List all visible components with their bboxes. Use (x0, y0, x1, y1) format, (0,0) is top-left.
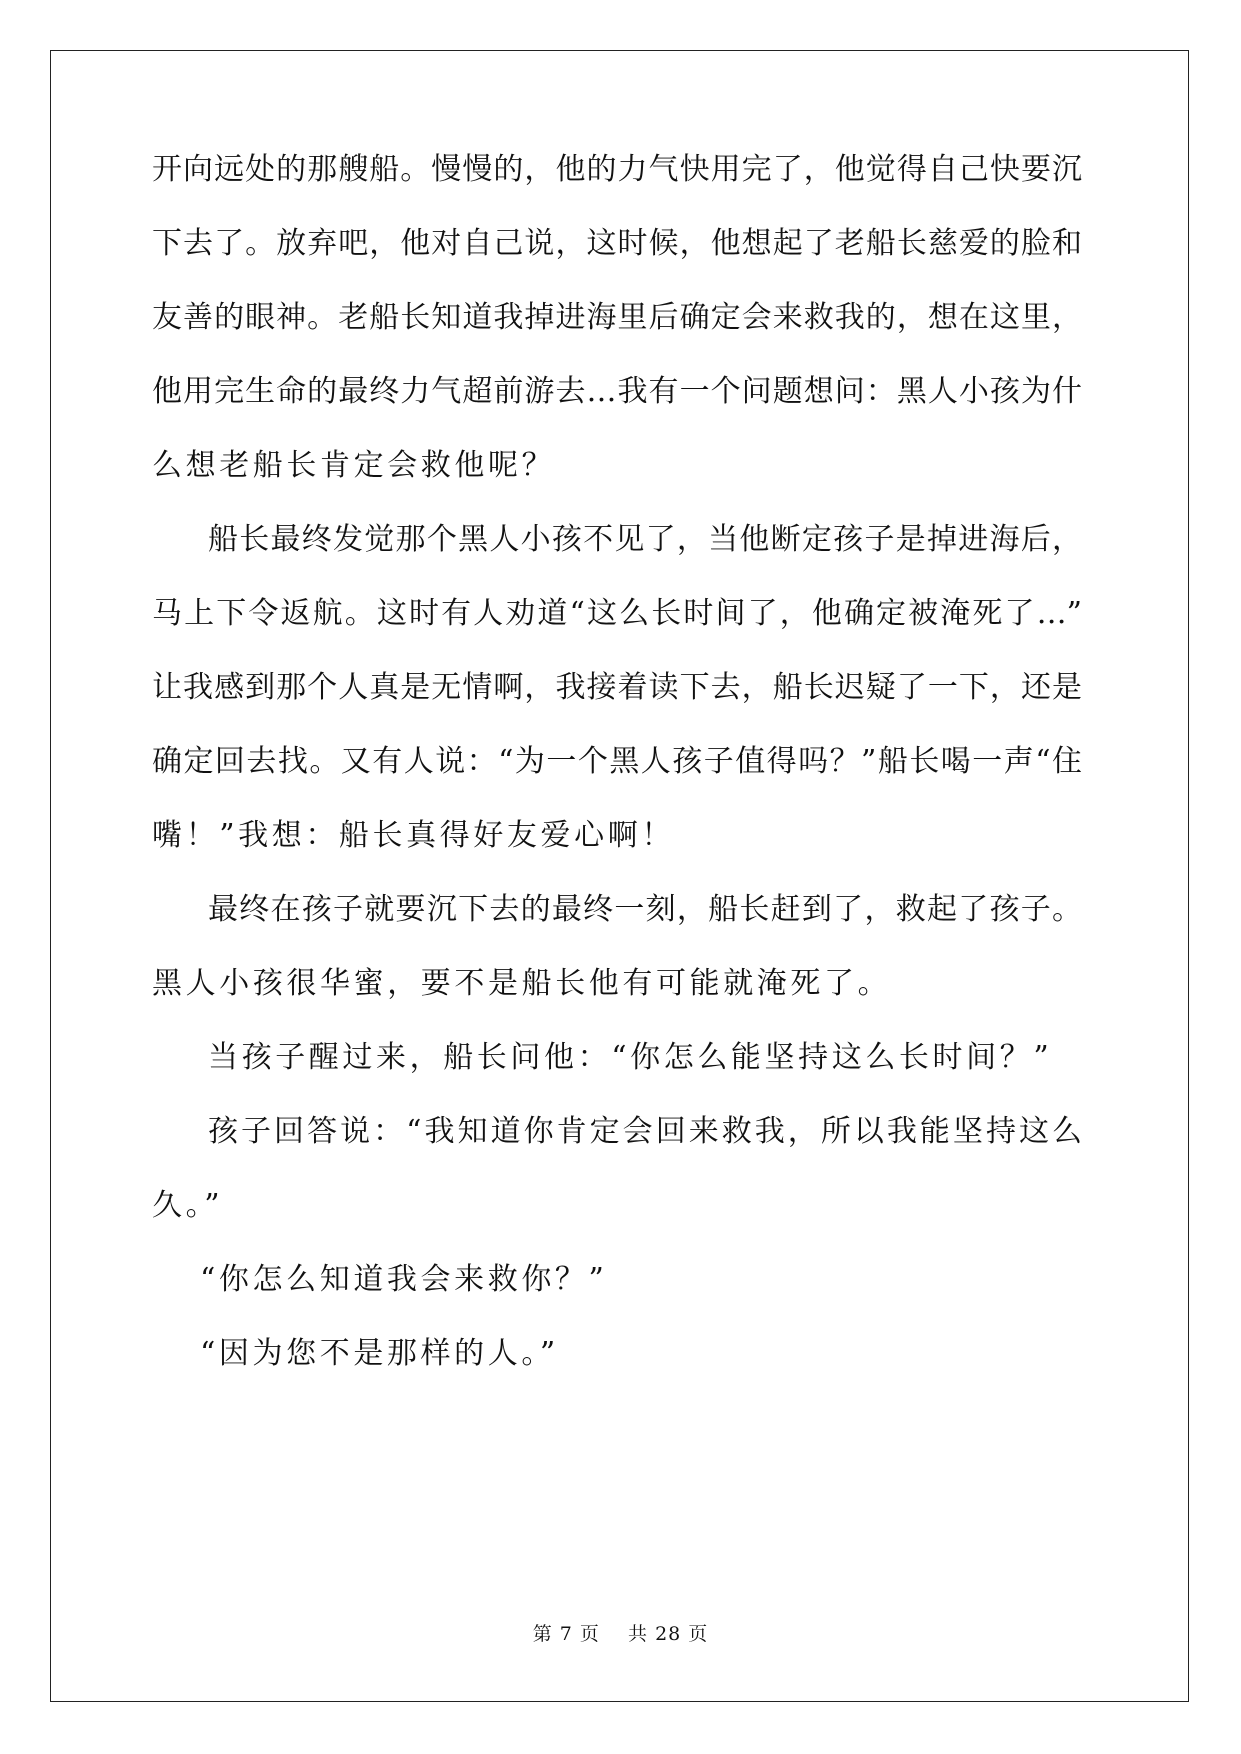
text-line: 他用完生命的最终力气超前游去…我有一个问题想问：黑人小孩为什 (152, 374, 1082, 409)
text-line: 开向远处的那艘船。慢慢的，他的力气快用完了，他觉得自己快要沉 (152, 152, 1082, 187)
text-line: 马上下令返航。这时有人劝道“这么长时间了，他确定被淹死了…” (152, 596, 1082, 631)
text-line: 嘴！”我想：船长真得好友爱心啊！ (152, 818, 675, 853)
text-line: 久。” (152, 1188, 224, 1223)
footer-spacer (600, 1623, 628, 1645)
text-line: 么想老船长肯定会救他呢？ (152, 448, 556, 483)
text-line: 下去了。放弃吧，他对自己说，这时候，他想起了老船长慈爱的脸和 (152, 226, 1082, 261)
paragraph-first-line: “因为您不是那样的人。” (200, 1336, 559, 1371)
text-line: 确定回去找。又有人说：“为一个黑人孩子值得吗？”船长喝一声“住 (152, 744, 1082, 779)
paragraph-first-line: 最终在孩子就要沉下去的最终一刻，船长赶到了，救起了孩子。 (208, 892, 1082, 927)
paragraph-first-line: 孩子回答说：“我知道你肯定会回来救我，所以我能坚持这么 (208, 1114, 1082, 1149)
page-number: 第 7 页 (532, 1623, 600, 1645)
text-line: 黑人小孩很华蜜，要不是船长他有可能就淹死了。 (152, 966, 892, 1001)
total-pages: 共 28 页 (628, 1623, 709, 1645)
paragraph-first-line: 当孩子醒过来，船长问他：“你怎么能坚持这么长时间？” (208, 1040, 1053, 1075)
text-line: 友善的眼神。老船长知道我掉进海里后确定会来救我的，想在这里， (152, 300, 1082, 335)
page-footer (0, 1622, 1241, 1646)
paragraph-first-line: “你怎么知道我会来救你？” (200, 1262, 608, 1297)
paragraph-first-line: 船长最终发觉那个黑人小孩不见了，当他断定孩子是掉进海后， (208, 522, 1082, 557)
text-line: 让我感到那个人真是无情啊，我接着读下去，船长迟疑了一下，还是 (152, 670, 1082, 705)
